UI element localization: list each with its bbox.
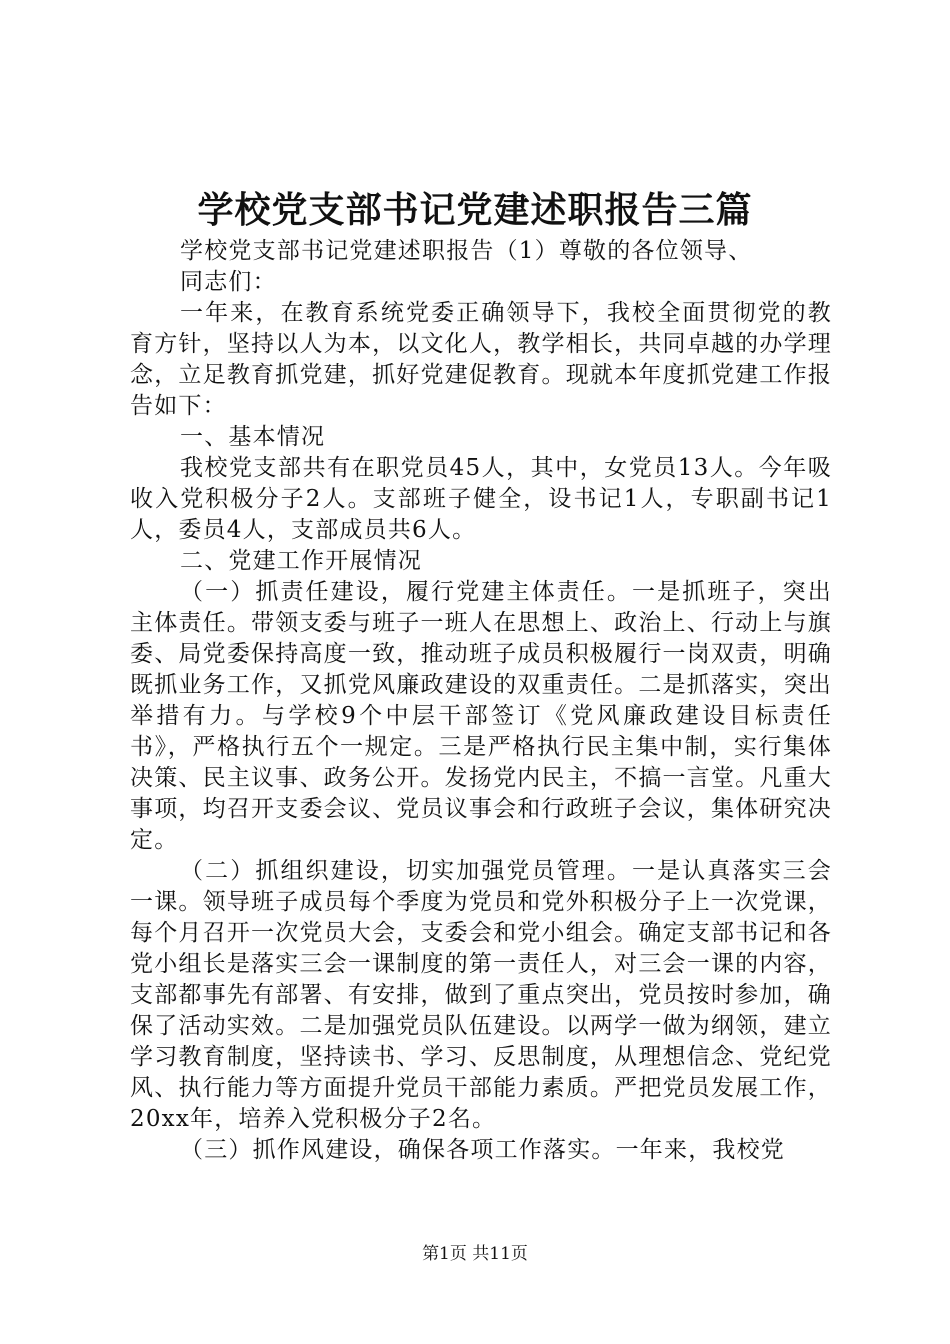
paragraph-responsibility: （一）抓责任建设，履行党建主体责任。一是抓班子，突出主体责任。带领支委与班子一班人在思想上、政治上、行动上与旗委、局党委保持高度一致，推动班子成员积极履行一岗双责，明确既抓业务工作，又抓党风廉政建设的双重责任。二是抓落实，突出举措有力。与学校9个中层干部签订《党风廉政建设目标责任书》，严格执行五个一规定。三是严格执行民主集中制，实行集体决策、民主议事、政务公开。发扬党内民主，不搞一言堂。凡重大事项，均召开支委会议、党员议事会和行政班子会议，集体研究决定。	[130, 579, 832, 853]
section-heading-work: 二、党建工作开展情况	[180, 548, 422, 574]
paragraph-organization: （二）抓组织建设，切实加强党员管理。一是认真落实三会一课。领导班子成员每个季度为党员和党外积极分子上一次党课，每个月召开一次党员大会，支委会和党小组会。确定支部书记和各党小组长是落实三会一课制度的第一责任人，对三会一课的内容，支部都事先有部署、有安排，做到了重点突出，党员按时参加，确保了活动实效。二是加强党员队伍建设。以两学一做为纲领，建立学习教育制度，坚持读书、学习、反思制度，从理想信念、党纪党风、执行能力等方面提升党员干部能力素质。严把党员发展工作，20xx年，培养入党积极分子2名。	[130, 858, 832, 1132]
paragraph-style: （三）抓作风建设，确保各项工作落实。一年来，我校党	[180, 1137, 785, 1163]
paragraph-intro: 一年来，在教育系统党委正确领导下，我校全面贯彻党的教育方针，坚持以人为本，以文化人，教学相长，共同卓越的办学理念，立足教育抓党建，抓好党建促教育。现就本年度抓党建工作报告如下：	[130, 300, 832, 419]
paragraph-basic-info: 我校党支部共有在职党员45人，其中，女党员13人。今年吸收入党积极分子2人。支部班子健全，设书记1人，专职副书记1人，委员4人，支部成员共6人。	[130, 455, 832, 543]
document-body	[130, 236, 832, 1166]
section-heading-basic: 一、基本情况	[180, 424, 326, 450]
paragraph-salutation-1: 学校党支部书记党建述职报告（1）尊敬的各位领导、	[180, 238, 753, 264]
paragraph-salutation-2: 同志们：	[180, 269, 277, 295]
document-title: 学校党支部书记党建述职报告三篇	[197, 189, 753, 231]
page-footer: 第1页 共11页	[422, 1244, 528, 1264]
